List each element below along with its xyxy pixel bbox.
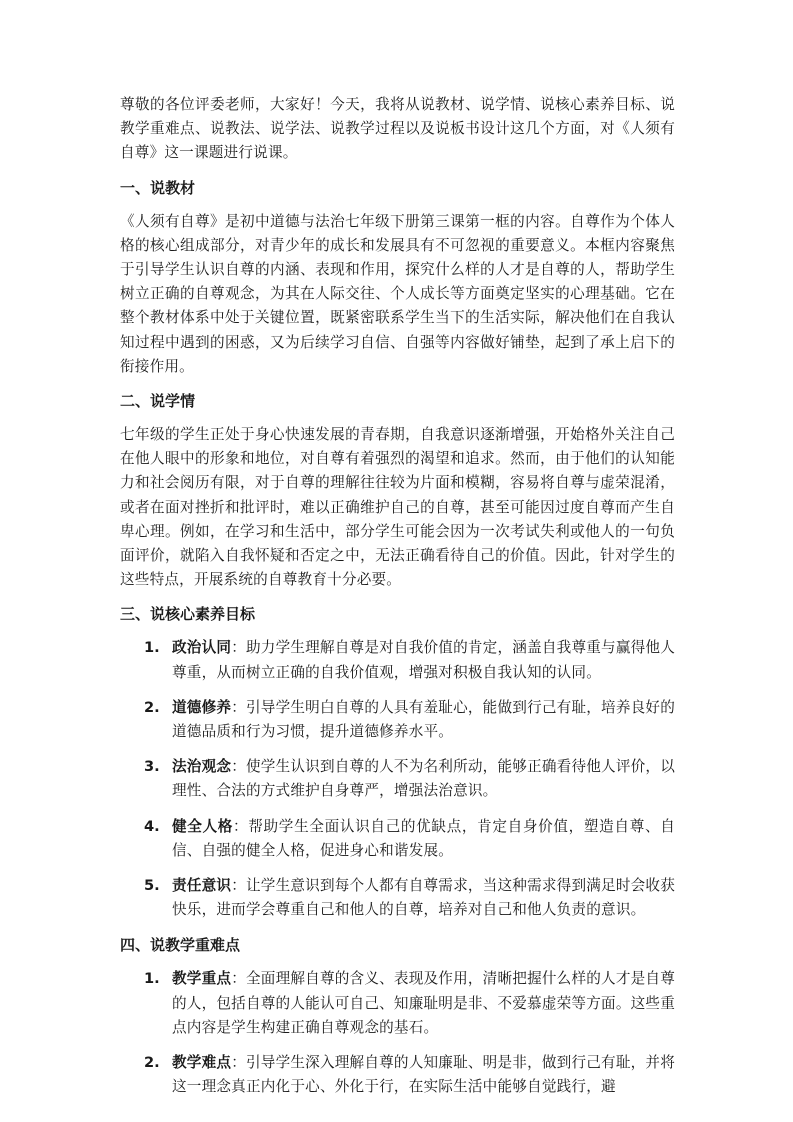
list-term: 责任意识: [172, 877, 232, 895]
list-term: 教学难点: [172, 1054, 232, 1072]
document-body: [120, 93, 675, 1111]
list-number: 3.: [144, 758, 160, 776]
list-item: 2. 道德修养：引导学生明白自尊的人具有羞耻心，能做到行己有耻，培养良好的道德品质和行为习惯，提升道德修养水平。: [120, 696, 675, 744]
list-item: 5. 责任意识：让学生意识到每个人都有自尊需求，当这种需求得到满足时会收获快乐，进而学会尊重自己和他人的自尊，培养对自己和他人负责的意识。: [120, 874, 675, 922]
list-text: 帮助学生全面认识自己的优缺点，肯定自身价值，塑造自尊、自信、自强的健全人格，促进身心和谐发展。: [172, 817, 675, 859]
list-number: 1.: [144, 970, 160, 988]
learners-paragraph: 七年级的学生正处于身心快速发展的青春期，自我意识逐渐增强，开始格外关注自己在他人眼中的形象和地位，对自尊有着强烈的渴望和追求。然而，由于他们的认知能力和社会阅历有限，对于自尊的理解往往较为片面和模糊，容易将自尊与虚荣混淆，或者在面对挫折和批评时，难以正确维护自己的自尊，甚至可能因过度自尊而产生自卑心理。例如，在学习和生活中，部分学生可能会因为一次考试失利或他人的一句负面评价，就陷入自我怀疑和否定之中，无法正确看待自己的价值。因此，针对学生的这些特点，开展系统的自尊教育十分必要。: [120, 426, 675, 589]
list-text: 引导学生深入理解自尊的人知廉耻、明是非，做到行己有耻，并将这一理念真正内化于心、外化于行，在实际生活中能够自觉践行，避: [172, 1054, 676, 1096]
list-item: 4. 健全人格：帮助学生全面认识自己的优缺点，肯定自身价值，塑造自尊、自信、自强的健全人格，促进身心和谐发展。: [120, 815, 675, 863]
list-term: 政治认同: [172, 639, 232, 657]
list-term: 健全人格: [172, 817, 234, 835]
list-text: 全面理解自尊的含义、表现及作用，清晰把握什么样的人才是自尊的人，包括自尊的人能认可自己、知廉耻明是非、不爱慕虚荣等方面。这些重点内容是学生构建正确自尊观念的基石。: [172, 970, 676, 1036]
textbook-paragraph: 《人须有自尊》是初中道德与法治七年级下册第三课第一框的内容。自尊作为个体人格的核心组成部分，对青少年的成长和发展具有不可忽视的重要意义。本框内容聚焦于引导学生认识自尊的内涵、表现和作用，探究什么样的人才是自尊的人，帮助学生树立正确的自尊观念，为其在人际交往、个人成长等方面奠定坚实的心理基础。它在整个教材体系中处于关键位置，既紧密联系学生当下的生活实际，解决他们在自我认知过程中遇到的困惑，又为后续学习自信、自强等内容做好铺垫，起到了承上启下的衔接作用。: [120, 212, 675, 375]
section-heading-key-points: 四、说教学重难点: [120, 936, 241, 955]
list-item: 3. 法治观念：使学生认识到自尊的人不为名利所动，能够正确看待他人评价，以理性、合法的方式维护自身尊严，增强法治意识。: [120, 755, 675, 803]
list-number: 2.: [144, 1054, 160, 1072]
section-heading-goals: 三、说核心素养目标: [120, 605, 256, 624]
list-text: 引导学生明白自尊的人具有羞耻心，能做到行己有耻，培养良好的道德品质和行为习惯，提升道德修养水平。: [172, 698, 676, 741]
list-term: 道德修养: [172, 698, 232, 716]
list-text: 助力学生理解自尊是对自我价值的肯定，涵盖自我尊重与赢得他人尊重，从而树立正确的自我价值观，增强对积极自我认知的认同。: [172, 639, 676, 681]
list-item: 1. 政治认同：助力学生理解自尊是对自我价值的肯定，涵盖自我尊重与赢得他人尊重，从而树立正确的自我价值观，增强对积极自我认知的认同。: [120, 636, 675, 684]
list-item: 2. 教学难点：引导学生深入理解自尊的人知廉耻、明是非，做到行己有耻，并将这一理念真正内化于心、外化于行，在实际生活中能够自觉践行，避: [120, 1051, 675, 1099]
list-term: 法治观念: [172, 758, 232, 776]
list-term: 教学重点: [172, 970, 232, 988]
list-number: 4.: [144, 817, 160, 835]
section-heading-learners: 二、说学情: [120, 392, 196, 411]
section-heading-textbook: 一、说教材: [120, 178, 196, 197]
key-points-list: [120, 967, 675, 1099]
list-item: 1. 教学重点：全面理解自尊的含义、表现及作用，清晰把握什么样的人才是自尊的人，包括自尊的人能认可自己、知廉耻明是非、不爱慕虚荣等方面。这些重点内容是学生构建正确自尊观念的基石。: [120, 967, 675, 1040]
list-text: 让学生意识到每个人都有自尊需求，当这种需求得到满足时会收获快乐，进而学会尊重自己和他人的自尊，培养对自己和他人负责的意识。: [172, 877, 676, 919]
list-number: 1.: [144, 639, 160, 657]
list-number: 5.: [144, 877, 160, 895]
list-number: 2.: [144, 698, 160, 716]
list-text: 使学生认识到自尊的人不为名利所动，能够正确看待他人评价，以理性、合法的方式维护自身尊严，增强法治意识。: [172, 758, 676, 800]
goals-list: [120, 636, 675, 922]
intro-paragraph: 尊敬的各位评委老师，大家好！今天，我将从说教材、说学情、说核心素养目标、说教学重难点、说教法、说学法、说教学过程以及说板书设计这几个方面，对《人须有自尊》这一课题进行说课。: [120, 96, 675, 162]
